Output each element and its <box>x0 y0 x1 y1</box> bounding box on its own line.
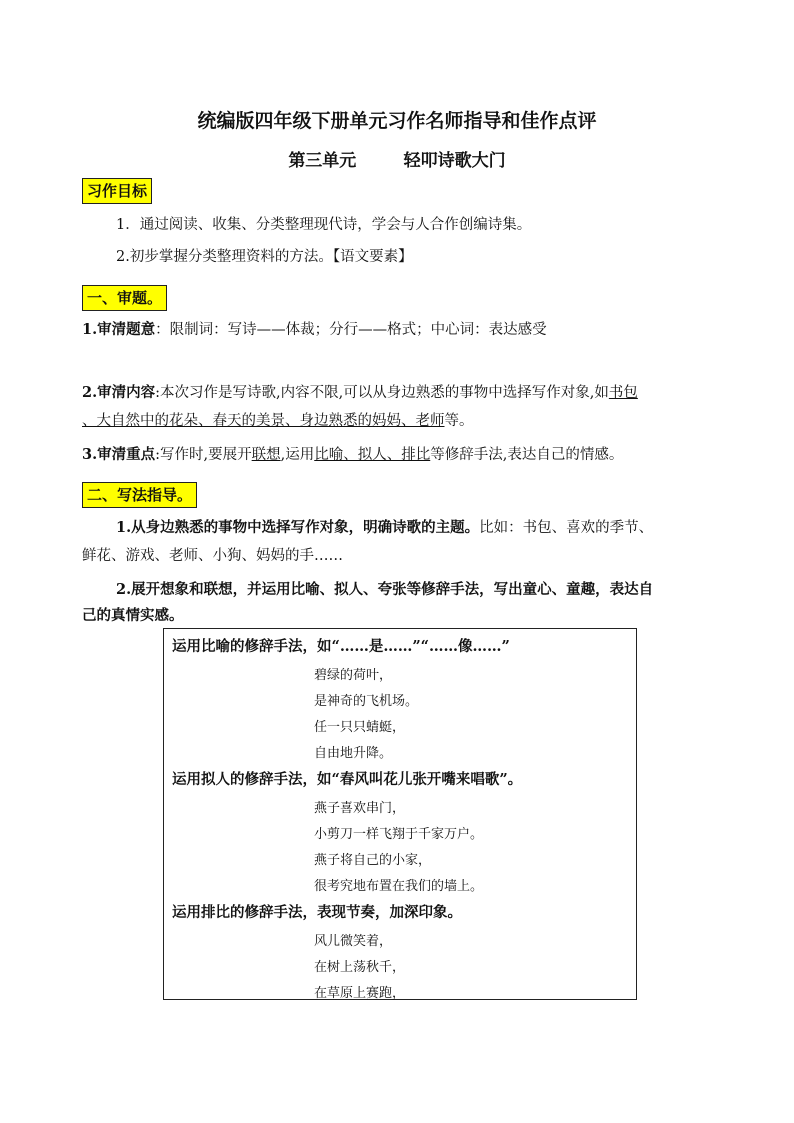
para3-c: 等修辞手法,表达自己的情感。 <box>430 447 624 463</box>
para3-underline-1: 联想 <box>251 447 281 463</box>
poem-line: 在树上荡秋千， <box>314 960 406 975</box>
para1-label: 1.审清题意 <box>82 321 156 338</box>
simile-heading: 运用比喻的修辞手法，如“……是……”“……像……” <box>172 638 510 655</box>
para1-text: ：限制词：写诗——体裁；分行——格式；中心词：表达感受 <box>155 322 547 338</box>
example-box <box>163 628 637 1000</box>
poem-line: 很考究地布置在我们的墙上。 <box>314 879 484 894</box>
poem-line: 碧绿的荷叶， <box>314 668 393 683</box>
poem-line: 小剪刀一样飞翔于千家万户。 <box>314 827 484 842</box>
section2-item-1-cont: 鲜花、游戏、老师、小狗、妈妈的手…… <box>82 548 343 564</box>
goal-item-1: 1．通过阅读、收集、分类整理现代诗，学会与人合作创编诗集。 <box>116 217 532 233</box>
section1-para-2-cont <box>82 411 474 431</box>
para2-underline-2: 、大自然中的花朵、春天的美景、身边熟悉的妈妈、老师 <box>82 413 445 429</box>
para3-b: ,运用 <box>280 447 315 463</box>
poem-line: 是神奇的飞机场。 <box>314 694 419 709</box>
personification-heading: 运用拟人的修辞手法，如“春风叫花儿张开嘴来唱歌”。 <box>172 771 523 788</box>
para3-label: 3.审清重点 <box>82 446 156 463</box>
para2-underline-1: 书包 <box>608 385 638 401</box>
section2-tag: 二、写法指导。 <box>82 482 197 508</box>
poem-line: 在草原上赛跑， <box>314 986 406 1001</box>
para2-text: :本次习作是写诗歌,内容不限,可以从身边熟悉的事物中选择写作对象,如 <box>155 385 609 401</box>
section2-item-2: 2.展开想象和联想，并运用比喻、拟人、夸张等修辞手法，写出童心、童趣，表达自 <box>116 581 654 598</box>
para3-underline-2: 比喻、拟人、排比 <box>314 447 431 463</box>
poem-line: 燕子喜欢串门， <box>314 801 406 816</box>
para3-a: :写作时,要展开 <box>155 447 252 463</box>
poem-line: 燕子将自己的小家， <box>314 853 432 868</box>
poem-line: 风儿微笑着， <box>314 934 393 949</box>
section1-para-3 <box>82 445 623 465</box>
section2-item-1 <box>116 518 653 538</box>
goal-item-2: 2.初步掌握分类整理资料的方法。【语文要素】 <box>116 249 413 265</box>
poem-line: 自由地升降。 <box>314 746 393 761</box>
item1-bold: 1.从身边熟悉的事物中选择写作对象，明确诗歌的主题。 <box>116 519 480 536</box>
goals-tag: 习作目标 <box>82 178 152 204</box>
para2-end: 等。 <box>444 413 474 429</box>
para2-label: 2.审清内容 <box>82 384 156 401</box>
poem-line: 任一只只蜻蜓， <box>314 720 406 735</box>
item1-text: 比如：书包、喜欢的季节、 <box>479 520 654 536</box>
section1-tag: 一、审题。 <box>82 285 167 311</box>
parallelism-heading: 运用排比的修辞手法，表现节奏，加深印象。 <box>172 904 462 921</box>
document-title: 统编版四年级下册单元习作名师指导和佳作点评 <box>197 110 597 132</box>
section2-item-2-cont: 己的真情实感。 <box>82 607 184 624</box>
section1-para-1 <box>82 320 547 340</box>
section1-para-2 <box>82 383 638 403</box>
document-subtitle: 第三单元 轻叩诗歌大门 <box>288 151 506 171</box>
